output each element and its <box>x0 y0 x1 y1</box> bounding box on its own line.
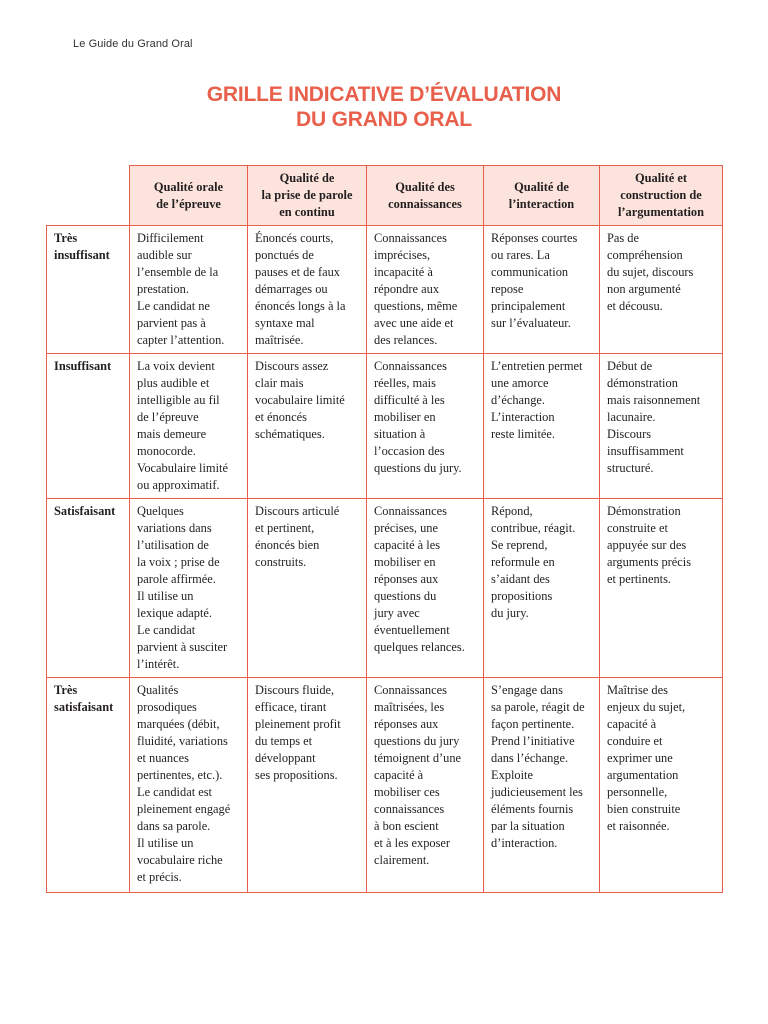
table-corner-cell <box>47 166 130 226</box>
table-cell: Connaissances imprécises, incapacité à répondre aux questions, même avec une aide et des relances. <box>367 226 484 354</box>
table-row-satisfaisant <box>47 499 723 678</box>
table-cell: Connaissances précises, une capacité à les mobiliser en réponses aux questions du jury avec éventuellement quelques relances. <box>367 499 484 678</box>
column-header-oral-quality: Qualité orale de l’épreuve <box>130 166 248 226</box>
table-cell: Discours fluide, efficace, tirant pleinement profit du temps et développant ses propositions. <box>248 678 367 893</box>
table-cell: Difficilement audible sur l’ensemble de la prestation. Le candidat ne parvient pas à capter l’attention. <box>130 226 248 354</box>
running-header: Le Guide du Grand Oral <box>73 38 193 50</box>
table-row-tres-satisfaisant <box>47 678 723 893</box>
table-cell: Quelques variations dans l’utilisation de la voix ; prise de parole affirmée. Il utilise un lexique adapté. Le candidat parvient à susciter l’intérêt. <box>130 499 248 678</box>
table-cell: Discours articulé et pertinent, énoncés bien construits. <box>248 499 367 678</box>
page-title-line-2: DU GRAND ORAL <box>296 108 472 131</box>
table-cell: S’engage dans sa parole, réagit de façon pertinente. Prend l’initiative dans l’échange. Exploite judicieusement les éléments fournis par la situation d’interaction. <box>484 678 600 893</box>
table-cell: Répond, contribue, réagit. Se reprend, reformule en s’aidant des propositions du jury. <box>484 499 600 678</box>
table-cell: Pas de compréhension du sujet, discours non argumenté et décousu. <box>600 226 723 354</box>
row-header-satisfaisant: Satisfaisant <box>47 499 130 678</box>
table-header-row <box>47 166 723 226</box>
table-cell: Énoncés courts, ponctués de pauses et de faux démarrages ou énoncés longs à la syntaxe mal maîtrisée. <box>248 226 367 354</box>
table-cell: Maîtrise des enjeux du sujet, capacité à conduire et exprimer une argumentation personnelle, bien construite et raisonnée. <box>600 678 723 893</box>
table-cell: Discours assez clair mais vocabulaire limité et énoncés schématiques. <box>248 354 367 499</box>
table-cell: Connaissances maîtrisées, les réponses aux questions du jury témoignent d’une capacité à mobiliser ces connaissances à bon escient et à les exposer clairement. <box>367 678 484 893</box>
row-header-tres-satisfaisant: Très satisfaisant <box>47 678 130 893</box>
row-header-insuffisant: Insuffisant <box>47 354 130 499</box>
column-header-continuous-speech: Qualité de la prise de parole en continu <box>248 166 367 226</box>
table-cell: Connaissances réelles, mais difficulté à les mobiliser en situation à l’occasion des questions du jury. <box>367 354 484 499</box>
table-row-tres-insuffisant <box>47 226 723 354</box>
table-cell: Début de démonstration mais raisonnement lacunaire. Discours insuffisamment structuré. <box>600 354 723 499</box>
column-header-knowledge: Qualité des connaissances <box>367 166 484 226</box>
table-cell: La voix devient plus audible et intelligible au fil de l’épreuve mais demeure monocorde. Vocabulaire limité ou approximatif. <box>130 354 248 499</box>
row-header-tres-insuffisant: Très insuffisant <box>47 226 130 354</box>
column-header-argumentation: Qualité et construction de l’argumentation <box>600 166 723 226</box>
evaluation-grid-table <box>46 165 723 893</box>
table-row-insuffisant <box>47 354 723 499</box>
table-cell: Réponses courtes ou rares. La communication repose principalement sur l’évaluateur. <box>484 226 600 354</box>
table-cell: Démonstration construite et appuyée sur des arguments précis et pertinents. <box>600 499 723 678</box>
table-cell: Qualités prosodiques marquées (débit, fluidité, variations et nuances pertinentes, etc.). Le candidat est pleinement engagé dans sa parole. Il utilise un vocabulaire riche et précis. <box>130 678 248 893</box>
table-cell: L’entretien permet une amorce d’échange. L’interaction reste limitée. <box>484 354 600 499</box>
page-title-line-1: GRILLE INDICATIVE D’ÉVALUATION <box>206 83 562 106</box>
page-title <box>0 82 768 132</box>
column-header-interaction: Qualité de l’interaction <box>484 166 600 226</box>
